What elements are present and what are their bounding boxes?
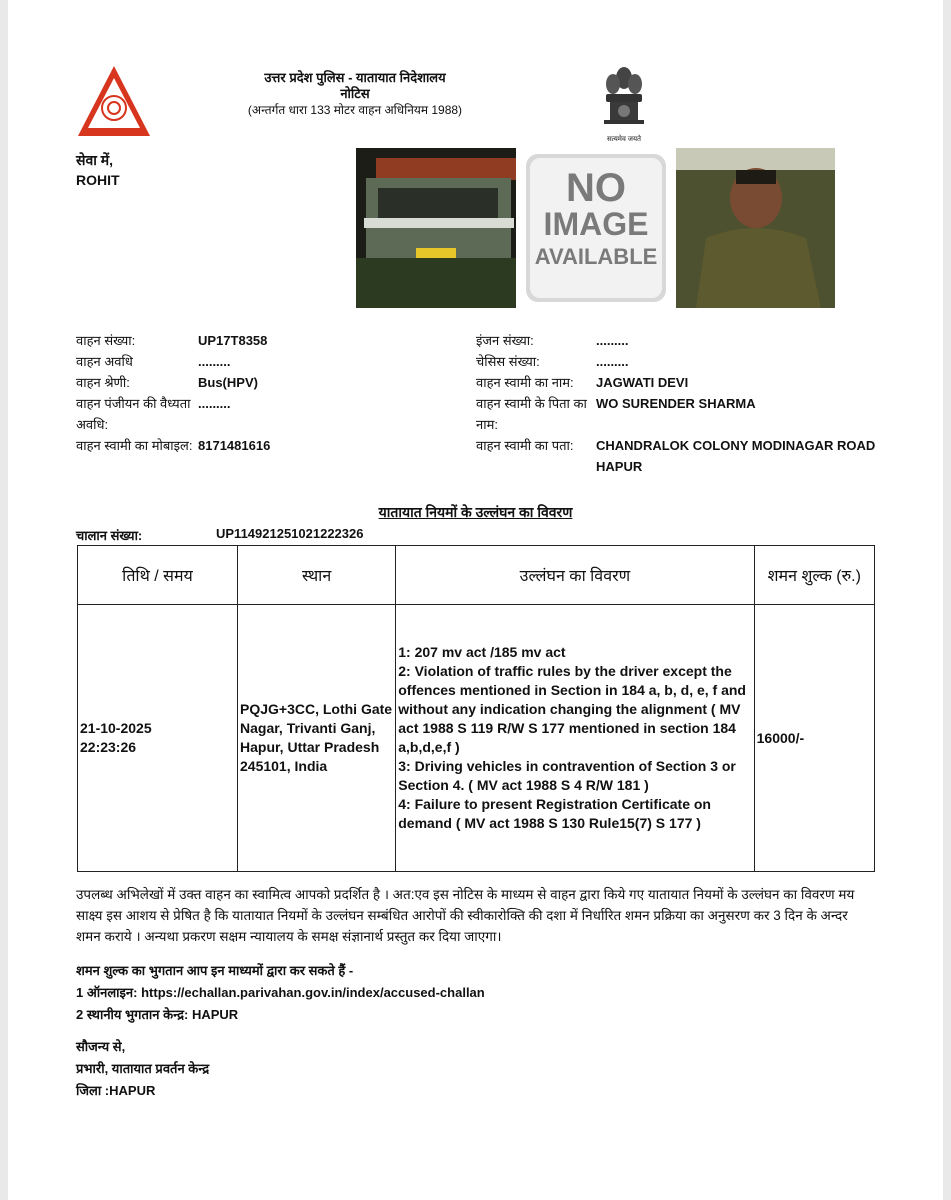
detail-row	[476, 372, 896, 393]
payment-heading: शमन शुल्क का भुगतान आप इन माध्यमों द्वारा कर सकते हैं -	[76, 963, 354, 978]
detail-label: वाहन पंजीयन की वैध्यता अवधि:	[76, 396, 191, 432]
challan-number-row	[76, 526, 364, 544]
column-header-place: स्थान	[238, 546, 396, 605]
detail-value: UP17T8358	[198, 333, 268, 348]
detail-row	[76, 435, 456, 456]
local-label: 2 स्थानीय भुगतान केन्द्र:	[76, 1007, 189, 1022]
payment-local	[76, 1004, 485, 1026]
place-cell: PQJG+3CC, Lothi Gate Nagar, Trivanti Ganj, Hapur, Uttar Pradesh 245101, India	[238, 605, 396, 872]
table-row	[78, 605, 875, 872]
date-time-cell	[78, 605, 238, 872]
online-payment-link[interactable]: https://echallan.parivahan.gov.in/index/accused-challan	[141, 985, 485, 1000]
vehicle-details-left	[76, 330, 456, 456]
addressee	[76, 150, 120, 190]
detail-value: JAGWATI DEVI	[596, 375, 689, 390]
fine-cell: 16000/-	[754, 605, 874, 872]
column-header-date: तिथि / समय	[78, 546, 238, 605]
violation-section-title: यातायात नियमों के उल्लंघन का विवरण	[378, 504, 573, 520]
detail-row	[76, 393, 456, 435]
detail-row	[476, 393, 896, 435]
detail-label: वाहन स्वामी के पिता का नाम:	[476, 396, 587, 432]
detail-value: WO SURENDER SHARMA	[596, 396, 756, 411]
detail-label: चेसिस संख्या:	[476, 354, 540, 369]
district-line: जिला :HAPUR	[76, 1083, 156, 1098]
detail-row	[476, 435, 896, 477]
violation-date: 21-10-2025	[80, 720, 152, 736]
notice-paragraph: उपलब्ध अभिलेखों में उक्त वाहन का स्वामित्व आपको प्रदर्शित है । अत:एव इस नोटिस के माध्यम से वाहन द्वारा किये गए यातायात नियमों के उल्लंघन का विवरण मय साक्ष्य इस आशय से प्रेषित है कि यातायात नियमों के उल्लंघन सम्बंधित आरोपों की स्वीकारोक्ति की दशा में निर्धारित शमन प्रक्रिया का अनुसरण कर 3 दिन के अन्दर शमन कराये । अन्यथा प्रकरण सक्षम न्यायालय के समक्ष संज्ञानार्थ प्रस्तुत कर दिया जाएगा।	[76, 887, 855, 944]
emblem-motto: सत्यमेव जयते	[606, 136, 642, 143]
detail-value: CHANDRALOK COLONY MODINAGAR ROAD HAPUR	[596, 438, 876, 474]
detail-label: वाहन स्वामी का नाम:	[476, 375, 574, 390]
online-label: 1 ऑनलाइन:	[76, 985, 138, 1000]
detail-value: .........	[198, 396, 231, 411]
left-margin	[0, 0, 8, 1200]
violation-table	[77, 545, 875, 872]
state-emblem	[598, 62, 650, 143]
placeholder-line2: IMAGE	[543, 206, 649, 242]
detail-row	[76, 372, 456, 393]
detail-label: वाहन स्वामी का पता:	[476, 438, 574, 453]
offence-item: 2: Violation of traffic rules by the driver except the offences mentioned in Section in 184 a, b, d, e, f and without any indication changing the alignment ( MV act 1988 S 119 R/W S 177 mentioned in section 184 a,b,d,e,f )	[398, 663, 746, 755]
vehicle-details-right	[476, 330, 896, 477]
detail-label: इंजन संख्या:	[476, 333, 534, 348]
challan-number: UP114921251021222326	[216, 526, 364, 541]
courtesy-line: सौजन्य से,	[76, 1039, 126, 1054]
payment-online	[76, 982, 485, 1004]
detail-label: वाहन अवधि	[76, 354, 133, 369]
detail-row	[76, 351, 456, 372]
officer-designation: प्रभारी, यातायात प्रवर्तन केन्द्र	[76, 1061, 210, 1076]
detail-value: .........	[198, 354, 231, 369]
table-header-row	[78, 546, 875, 605]
offence-item: 3: Driving vehicles in contravention of Section 3 or Section 4. ( MV act 1988 S 4 R/W 181 )	[398, 758, 736, 793]
ashoka-emblem-icon	[600, 62, 648, 128]
violation-time: 22:23:26	[80, 739, 137, 755]
detail-label: वाहन स्वामी का मोबाइल:	[76, 438, 193, 453]
column-header-fine: शमन शुल्क (रु.)	[754, 546, 874, 605]
act-reference: (अन्तर्गत धारा 133 मोटर वाहन अधिनियम 1988)	[247, 103, 463, 117]
detail-label: वाहन संख्या:	[76, 333, 136, 348]
offences-cell	[396, 605, 754, 872]
placeholder-line3: AVAILABLE	[534, 244, 658, 269]
detail-value: 8171481616	[198, 438, 271, 453]
signature-block	[76, 1036, 209, 1102]
detail-value: .........	[596, 333, 629, 348]
traffic-directorate-logo	[76, 64, 152, 138]
offence-item: 4: Failure to present Registration Certificate on demand ( MV act 1988 S 130 Rule15(7) S 177 )	[398, 796, 711, 831]
local-value: HAPUR	[191, 1007, 239, 1022]
detail-value: .........	[596, 354, 629, 369]
salutation: सेवा में,	[76, 152, 114, 168]
detail-row	[76, 330, 456, 351]
notice-title: नोटिस	[340, 86, 370, 101]
detail-row	[476, 330, 896, 351]
detail-row	[476, 351, 896, 372]
challan-label: चालान संख्या:	[76, 528, 143, 543]
no-image-placeholder	[520, 148, 672, 308]
detail-value: Bus(HPV)	[198, 375, 258, 390]
column-header-violation: उल्लंघन का विवरण	[396, 546, 754, 605]
right-margin	[943, 0, 951, 1200]
placeholder-line1: NO	[566, 166, 626, 210]
department-title: उत्तर प्रदेश पुलिस - यातायात निदेशालय	[264, 70, 446, 85]
offence-item: 1: 207 mv act /185 mv act	[398, 644, 566, 660]
vehicle-photo	[356, 148, 516, 308]
driver-photo	[676, 148, 835, 308]
detail-label: वाहन श्रेणी:	[76, 375, 130, 390]
addressee-name: ROHIT	[76, 172, 120, 188]
payment-section	[76, 960, 485, 1026]
notice-header	[220, 70, 490, 118]
